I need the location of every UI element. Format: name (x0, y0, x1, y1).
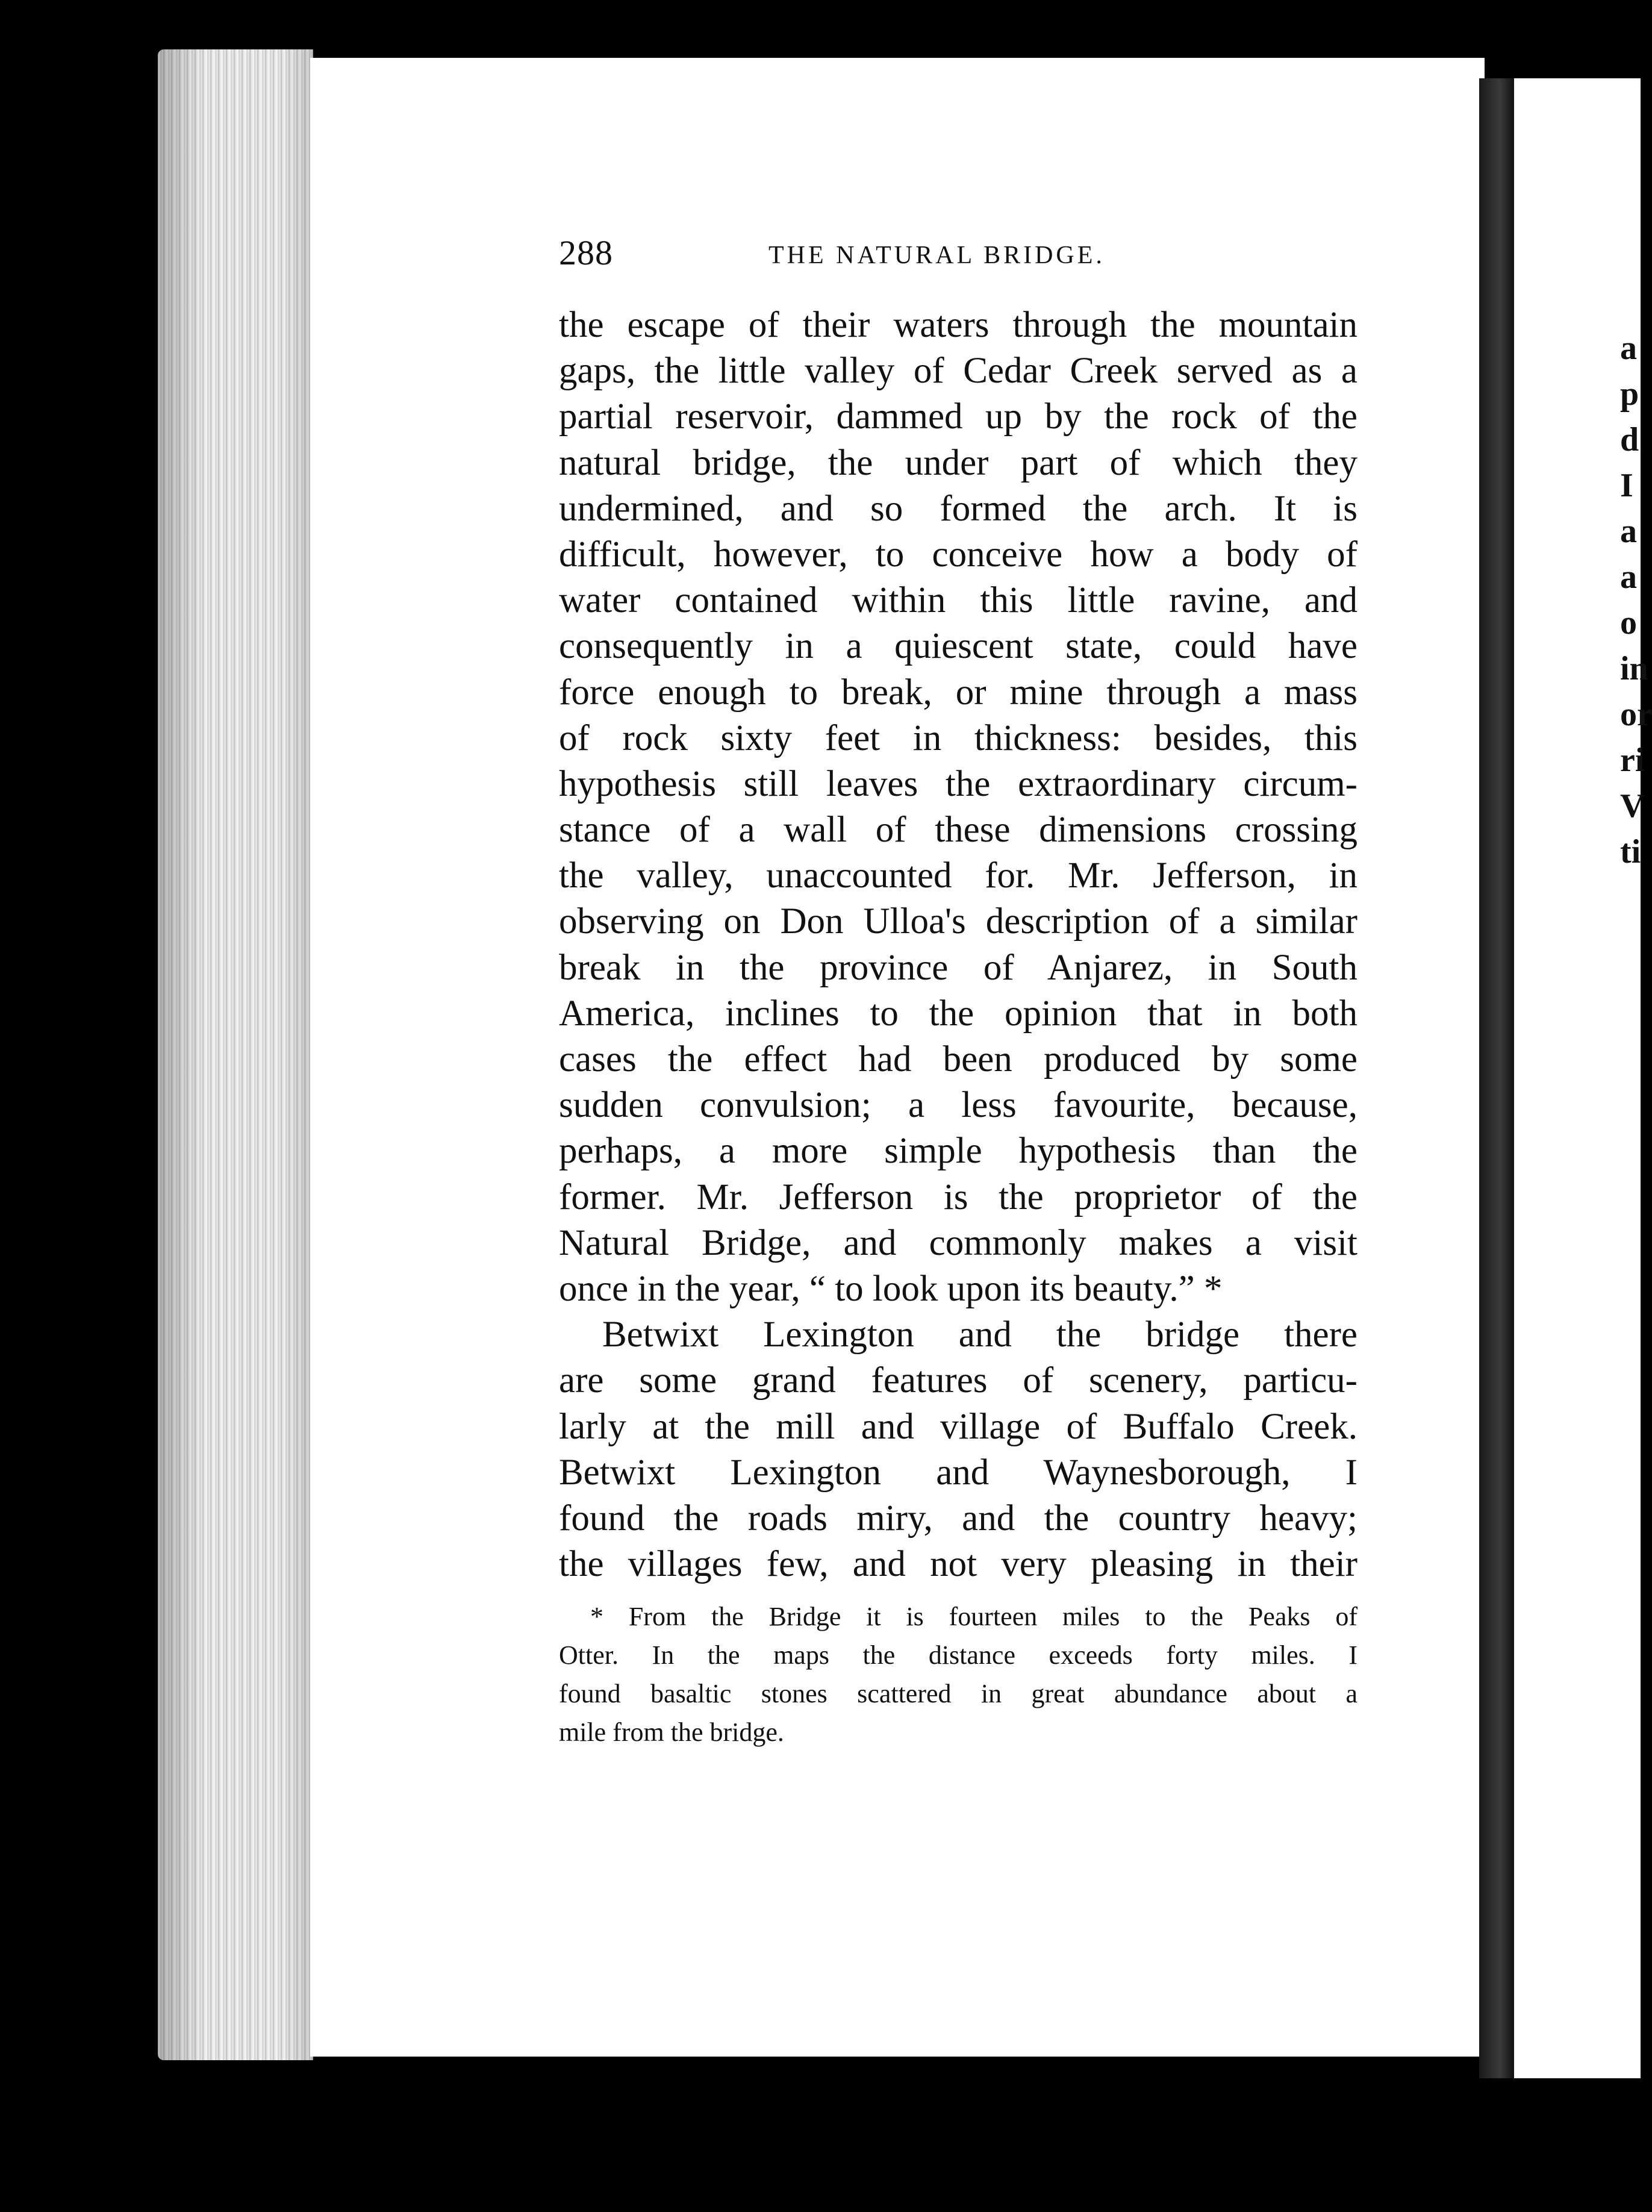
text-line: Betwixt Lexington and the bridge there (602, 1314, 1357, 1355)
footnote-line: found basaltic stones scattered in great abundance about a (559, 1679, 1357, 1708)
text-line: the valley, unaccounted for. Mr. Jefferson, in (559, 855, 1357, 896)
facing-page-fragment: d (1620, 421, 1639, 458)
text-line: consequently in a quiescent state, could have (559, 626, 1357, 667)
text-line: former. Mr. Jefferson is the proprietor of the (559, 1176, 1357, 1217)
text-line: the villages few, and not very pleasing in their (559, 1544, 1357, 1585)
text-line: stance of a wall of these dimensions crossing (559, 810, 1357, 851)
text-line: partial reservoir, dammed up by the rock of the (559, 396, 1357, 437)
text-line: force enough to break, or mine through a mass (559, 672, 1357, 713)
text-line: undermined, and so formed the arch. It is (559, 488, 1357, 529)
running-head: THE NATURAL BRIDGE. (768, 242, 1105, 269)
footnote-line: Otter. In the maps the distance exceeds forty miles. I (559, 1640, 1357, 1670)
text-line: water contained within this little ravine, and (559, 580, 1357, 621)
footnote-line: * From the Bridge it is fourteen miles to the Peaks of (590, 1602, 1357, 1631)
facing-page-fragment: o (1620, 604, 1637, 642)
text-line: larly at the mill and village of Buffalo Creek. (559, 1406, 1357, 1447)
text-line: Natural Bridge, and commonly makes a visit (559, 1222, 1357, 1263)
facing-page-fragment: or (1620, 696, 1652, 733)
facing-page-fragment: a (1620, 558, 1637, 596)
text-line: of rock sixty feet in thickness: besides, this (559, 717, 1357, 758)
text-line: gaps, the little valley of Cedar Creek served as a (559, 351, 1357, 392)
page-header (559, 233, 1360, 275)
book-gutter (1479, 78, 1514, 2078)
text-line: sudden convulsion; a less favourite, because, (559, 1085, 1357, 1126)
text-line: natural bridge, the under part of which they (559, 442, 1357, 483)
facing-page-fragment: ri (1620, 742, 1645, 779)
text-line: found the roads miry, and the country heavy; (559, 1498, 1357, 1539)
text-line: cases the effect had been produced by some (559, 1039, 1357, 1079)
facing-page-fragment: a (1620, 513, 1637, 550)
footnote (559, 1598, 1357, 1752)
facing-page-fragments (1620, 325, 1652, 875)
text-line: difficult, however, to conceive how a body of (559, 534, 1357, 575)
facing-page-fragment: I (1620, 467, 1633, 504)
facing-page-fragment: p (1620, 375, 1639, 413)
page-number: 288 (559, 233, 613, 272)
facing-page-fragment: ti (1620, 833, 1641, 870)
text-line: observing on Don Ulloa's description of a similar (559, 901, 1357, 942)
footnote-line: mile from the bridge. (559, 1717, 784, 1747)
text-line: perhaps, a more simple hypothesis than the (559, 1131, 1357, 1172)
text-line: America, inclines to the opinion that in both (559, 993, 1357, 1034)
text-line: break in the province of Anjarez, in South (559, 947, 1357, 988)
page-edges-shade (158, 49, 313, 2060)
text-line: the escape of their waters through the mountain (559, 305, 1357, 345)
text-line: Betwixt Lexington and Waynesborough, I (559, 1452, 1357, 1493)
text-line: once in the year, “ to look upon its beauty.” * (559, 1268, 1223, 1309)
text-line: hypothesis still leaves the extraordinary circum- (559, 763, 1357, 804)
facing-page-fragment: a (1620, 330, 1637, 367)
body-text (559, 302, 1357, 1587)
facing-page-fragment: V (1620, 787, 1645, 825)
facing-page-fragment: in (1620, 650, 1648, 687)
text-line: are some grand features of scenery, particu- (559, 1360, 1357, 1401)
